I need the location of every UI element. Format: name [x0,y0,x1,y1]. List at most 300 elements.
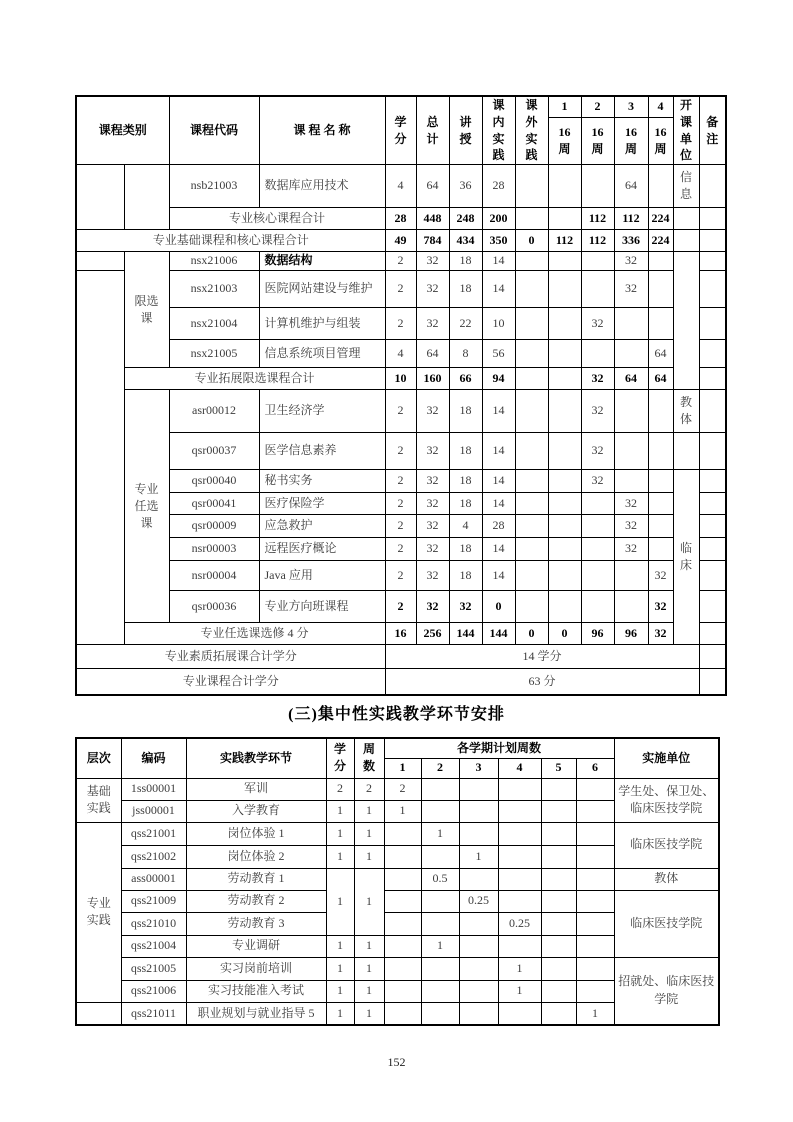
out-of-class-practice-hours-cell [515,561,548,591]
practice-activity-cell: 实习技能准入考试 [186,980,326,1002]
semester-4-cell [648,165,673,208]
remarks-cell [699,340,726,368]
semester-4-cell [648,538,673,561]
out-of-class-practice-hours-header: 课外实践 [515,96,548,165]
course-plan-table [75,95,727,696]
semester-5-cell [541,980,576,1002]
course-name-cell: 秘书实务 [259,470,385,493]
credits-cell: 1 [326,800,354,822]
credits-cell: 2 [385,515,416,538]
semester-1-cell [548,165,581,208]
category-sub-cell: 专业任选课 [124,390,169,623]
out-of-class-practice-hours-cell [515,368,548,390]
semester-1-cell [548,252,581,271]
semester-3-cell: 1 [459,845,498,868]
remarks-cell [699,561,726,591]
out-of-class-practice-hours-cell [515,208,548,230]
credits-cell: 10 [385,368,416,390]
weeks-cell: 1 [354,957,384,980]
category-sub-cell: 专业任选课选修 4 分 [124,623,385,645]
practice-activity-cell: 岗位体验 1 [186,822,326,845]
semester-5-cell [541,912,576,935]
credits-cell: 1 [326,868,354,935]
total-hours-cell: 32 [416,271,449,308]
remarks-cell [699,515,726,538]
semester-5-cell [541,868,576,890]
credits-cell: 2 [385,271,416,308]
in-class-practice-hours-cell: 94 [482,368,515,390]
credits-cell: 1 [326,957,354,980]
lecture-hours-cell: 18 [449,252,482,271]
total-hours-cell: 256 [416,623,449,645]
offering-unit-cell: 信息 [673,165,699,208]
semester-plan-weeks-header: 各学期计划周数 [384,738,614,758]
semester-4-cell: 0.25 [498,912,541,935]
semester-5-cell [541,890,576,912]
out-of-class-practice-hours-cell [515,493,548,515]
out-of-class-practice-hours-cell [515,390,548,433]
semester-4-header: 4 [498,758,541,778]
semester-1-cell [384,845,421,868]
semester-2-cell: 1 [421,822,459,845]
course-code-cell: qsr00037 [169,433,259,470]
in-class-practice-hours-cell: 0 [482,591,515,623]
semester-2-cell: 112 [581,208,614,230]
category-cell [76,271,124,645]
semester-1-cell [548,470,581,493]
category-sub-cell [124,165,169,230]
total-hours-cell: 448 [416,208,449,230]
semester-4-cell: 32 [648,623,673,645]
weeks-cell: 1 [354,935,384,957]
remarks-cell [699,368,726,390]
semester-3-cell [614,340,648,368]
semester-4-cell [498,800,541,822]
category-cell: 专业素质拓展课合计学分 [76,645,385,669]
credits-cell: 28 [385,208,416,230]
out-of-class-practice-hours-cell: 0 [515,623,548,645]
total-hours-cell: 784 [416,230,449,252]
implementing-unit-cell: 临床医技学院 [614,890,719,957]
semester-4-cell [498,868,541,890]
semester-6-cell [576,822,614,845]
semester-2-cell: 96 [581,623,614,645]
level-cell: 专业实践 [76,822,121,1002]
level-header: 层次 [76,738,121,778]
category-sub-cell: 专业拓展限选课程合计 [124,368,385,390]
credits-cell: 49 [385,230,416,252]
semester-2-cell [421,800,459,822]
course-code-cell: qsr00040 [169,470,259,493]
category-cell [76,252,124,271]
credits-cell: 1 [326,1002,354,1025]
code-cell: qss21011 [121,1002,186,1025]
practice-activity-cell: 岗位体验 2 [186,845,326,868]
weeks-cell: 1 [354,800,384,822]
in-class-practice-hours-cell: 200 [482,208,515,230]
semester-5-cell [541,822,576,845]
total-hours-cell: 32 [416,433,449,470]
total-hours-cell: 64 [416,165,449,208]
total-hours-cell: 64 [416,340,449,368]
credits-cell: 1 [326,935,354,957]
offering-unit-cell [673,433,699,470]
semester-2-cell [581,515,614,538]
semester-1-cell [384,912,421,935]
course-name-cell: 数据结构 [259,252,385,271]
lecture-hours-header: 讲授 [449,96,482,165]
semester-2-cell [421,912,459,935]
total-hours-cell: 32 [416,561,449,591]
semester-1-cell [384,1002,421,1025]
course-code-cell: qsr00009 [169,515,259,538]
semester-4-cell [648,390,673,433]
out-of-class-practice-hours-cell [515,340,548,368]
practice-activity-cell: 劳动教育 3 [186,912,326,935]
course-code-header: 课程代码 [169,96,259,165]
semester-1-cell [384,822,421,845]
in-class-practice-hours-cell: 28 [482,165,515,208]
lecture-hours-cell: 18 [449,470,482,493]
section-title: (三)集中性实践教学环节安排 [288,706,505,723]
semester-3-cell [614,390,648,433]
in-class-practice-hours-cell: 14 [482,271,515,308]
code-cell: qss21004 [121,935,186,957]
out-of-class-practice-hours-cell [515,252,548,271]
semester-3-header: 16周 [614,117,648,165]
semester-2-cell [581,538,614,561]
category-sub-cell: 限选课 [124,252,169,368]
credits-header: 学分 [326,738,354,778]
practice-activity-cell: 职业规划与就业指导 5 [186,1002,326,1025]
total-hours-cell: 32 [416,538,449,561]
remarks-cell [699,493,726,515]
course-name-cell: 专业方向班课程 [259,591,385,623]
code-cell: qss21010 [121,912,186,935]
in-class-practice-hours-cell: 14 [482,390,515,433]
semester-3-cell: 32 [614,493,648,515]
remarks-cell [699,390,726,433]
semester-2-cell: 0.5 [421,868,459,890]
course-name-cell: 医疗保险学 [259,493,385,515]
credits-cell: 4 [385,165,416,208]
semester-2-cell: 32 [581,390,614,433]
in-class-practice-hours-cell: 350 [482,230,515,252]
code-cell: 1ss00001 [121,778,186,800]
credits-cell: 2 [326,778,354,800]
semester-2-cell [421,980,459,1002]
semester-1-cell [548,538,581,561]
remarks-cell [699,208,726,230]
semester-2-cell [581,340,614,368]
credits-cell: 1 [326,845,354,868]
lecture-hours-cell: 22 [449,308,482,340]
course-name-cell: 计算机维护与组装 [259,308,385,340]
code-cell: qss21006 [121,980,186,1002]
credits-cell: 2 [385,470,416,493]
course-code-cell: nsx21006 [169,252,259,271]
remarks-cell [699,271,726,308]
semester-5-header: 5 [541,758,576,778]
credits-cell: 4 [385,340,416,368]
credits-cell: 2 [385,561,416,591]
lecture-hours-cell: 32 [449,591,482,623]
course-code-cell: qsr00041 [169,493,259,515]
semester-1-cell [384,935,421,957]
level-cell: 基础实践 [76,778,121,822]
semester-1-cell [548,433,581,470]
in-class-practice-hours-cell: 14 [482,470,515,493]
semester-3-cell [614,561,648,591]
lecture-hours-cell: 36 [449,165,482,208]
credits-cell: 2 [385,493,416,515]
semester-5-cell [541,845,576,868]
semester-2-cell [581,591,614,623]
semester-4-cell: 1 [498,980,541,1002]
semester-3-cell [614,591,648,623]
category-cell [76,165,124,230]
semester-3-cell: 96 [614,623,648,645]
semester-3-cell [459,1002,498,1025]
semester-2-cell: 32 [581,368,614,390]
semester-4-cell: 224 [648,208,673,230]
credits-cell: 2 [385,252,416,271]
in-class-practice-hours-cell: 14 [482,493,515,515]
semester-1-cell: 0 [548,623,581,645]
out-of-class-practice-hours-cell [515,433,548,470]
semester-4-cell [498,822,541,845]
weeks-cell: 1 [354,822,384,845]
out-of-class-practice-hours-cell [515,308,548,340]
semester-4-cell [498,845,541,868]
lecture-hours-cell: 144 [449,623,482,645]
semester-4-cell: 32 [648,591,673,623]
semester-2-cell [581,271,614,308]
weeks-cell: 1 [354,868,384,935]
lecture-hours-cell: 18 [449,493,482,515]
semester-5-cell [541,935,576,957]
remarks-cell [699,645,726,669]
code-cell: qss21009 [121,890,186,912]
semester-3-header: 3 [459,758,498,778]
offering-unit-cell [673,230,699,252]
total-hours-cell: 32 [416,591,449,623]
semester-4-cell [498,890,541,912]
course-code-cell: nsx21005 [169,340,259,368]
credits-header: 学分 [385,96,416,165]
credits-cell: 2 [385,390,416,433]
in-class-practice-hours-cell: 14 [482,561,515,591]
semester-3-cell: 112 [614,208,648,230]
semester-1-cell [548,390,581,433]
total-hours-header: 总计 [416,96,449,165]
semester-1-cell [548,515,581,538]
semester-2-header: 2 [421,758,459,778]
in-class-practice-hours-cell: 56 [482,340,515,368]
semester-2-cell [581,165,614,208]
in-class-practice-hours-cell: 14 [482,433,515,470]
code-cell: qss21002 [121,845,186,868]
semester-4-header: 4 [648,96,673,117]
semester-3-cell: 32 [614,252,648,271]
course-name-cell: 应急救护 [259,515,385,538]
course-name-header: 课 程 名 称 [259,96,385,165]
semester-1-cell [384,890,421,912]
course-code-cell: nsx21004 [169,308,259,340]
semester-1-cell [548,591,581,623]
course-name-cell: 卫生经济学 [259,390,385,433]
credits-cell: 1 [326,822,354,845]
semester-6-header: 6 [576,758,614,778]
weeks-cell: 1 [354,1002,384,1025]
course-code-cell: nsr00003 [169,538,259,561]
semester-6-cell [576,935,614,957]
semester-1-cell [548,561,581,591]
semester-6-cell [576,957,614,980]
semester-4-cell [498,778,541,800]
semester-3-cell [459,912,498,935]
practice-activity-cell: 军训 [186,778,326,800]
out-of-class-practice-hours-cell: 0 [515,230,548,252]
course-code-cell: 专业核心课程合计 [169,208,385,230]
in-class-practice-hours-cell: 144 [482,623,515,645]
semester-4-cell [648,308,673,340]
semester-4-header: 16周 [648,117,673,165]
semester-6-cell [576,912,614,935]
semester-2-cell: 32 [581,433,614,470]
total-hours-cell: 160 [416,368,449,390]
semester-1-cell [548,368,581,390]
implementing-unit-header: 实施单位 [614,738,719,778]
code-cell: qss21005 [121,957,186,980]
credits-cell: 2 [385,433,416,470]
lecture-hours-cell: 18 [449,561,482,591]
remarks-cell [699,308,726,340]
offering-unit-cell: 教体 [673,390,699,433]
remarks-cell [699,470,726,493]
course-name-cell: 数据库应用技术 [259,165,385,208]
semester-3-cell [614,308,648,340]
semester-1-header: 1 [548,96,581,117]
semester-2-cell [581,252,614,271]
semester-2-cell [421,845,459,868]
implementing-unit-cell: 教体 [614,868,719,890]
semester-4-cell [648,515,673,538]
remarks-cell [699,669,726,695]
semester-1-cell [548,208,581,230]
semester-4-cell: 32 [648,561,673,591]
semester-5-cell [541,778,576,800]
semester-4-cell [648,470,673,493]
in-class-practice-hours-header: 课内实践 [482,96,515,165]
semester-3-cell [614,433,648,470]
total-hours-cell: 32 [416,390,449,433]
offering-unit-header: 开课单位 [673,96,699,165]
semester-6-cell [576,868,614,890]
semester-3-cell [459,822,498,845]
semester-2-cell: 112 [581,230,614,252]
semester-2-cell [421,778,459,800]
practice-activity-cell: 劳动教育 2 [186,890,326,912]
credits-cell: 14 学分 [385,645,699,669]
credits-cell: 2 [385,308,416,340]
semester-1-cell [384,980,421,1002]
semester-3-cell [459,800,498,822]
semester-6-cell [576,778,614,800]
out-of-class-practice-hours-cell [515,591,548,623]
semester-4-cell: 224 [648,230,673,252]
code-cell: qss21001 [121,822,186,845]
practice-schedule-table [75,737,720,1026]
practice-activity-cell: 入学教育 [186,800,326,822]
course-code-cell: asr00012 [169,390,259,433]
remarks-header: 备注 [699,96,726,165]
credits-cell: 2 [385,591,416,623]
semester-2-cell [421,957,459,980]
semester-3-cell: 32 [614,538,648,561]
total-hours-cell: 32 [416,308,449,340]
semester-3-cell [459,980,498,1002]
semester-3-cell: 32 [614,271,648,308]
semester-1-cell: 112 [548,230,581,252]
semester-2-header: 16周 [581,117,614,165]
semester-1-header: 16周 [548,117,581,165]
in-class-practice-hours-cell: 10 [482,308,515,340]
out-of-class-practice-hours-cell [515,515,548,538]
semester-1-cell [548,308,581,340]
semester-2-cell: 32 [581,308,614,340]
in-class-practice-hours-cell: 14 [482,252,515,271]
semester-4-cell: 64 [648,340,673,368]
level-cell [76,1002,121,1025]
category-cell: 专业课程合计学分 [76,669,385,695]
semester-1-cell [384,868,421,890]
lecture-hours-cell: 18 [449,390,482,433]
remarks-cell [699,623,726,645]
semester-1-cell [384,957,421,980]
offering-unit-cell [673,208,699,230]
semester-3-header: 3 [614,96,648,117]
semester-1-cell: 1 [384,800,421,822]
semester-4-cell: 64 [648,368,673,390]
total-hours-cell: 32 [416,493,449,515]
category-cell: 专业基础课程和核心课程合计 [76,230,385,252]
semester-6-cell [576,800,614,822]
semester-2-cell [581,561,614,591]
lecture-hours-cell: 18 [449,433,482,470]
lecture-hours-cell: 248 [449,208,482,230]
code-header: 编码 [121,738,186,778]
semester-6-cell [576,980,614,1002]
semester-2-cell: 1 [421,935,459,957]
semester-4-cell [648,271,673,308]
weeks-cell: 1 [354,980,384,1002]
semester-3-cell: 64 [614,165,648,208]
weeks-cell: 2 [354,778,384,800]
implementing-unit-cell: 临床医技学院 [614,822,719,868]
semester-3-cell [459,957,498,980]
semester-2-cell [421,1002,459,1025]
implementing-unit-cell: 招就处、临床医技学院 [614,957,719,1025]
total-hours-cell: 32 [416,470,449,493]
out-of-class-practice-hours-cell [515,165,548,208]
semester-2-cell: 32 [581,470,614,493]
implementing-unit-cell: 学生处、保卫处、临床医技学院 [614,778,719,822]
practice-activity-cell: 实习岗前培训 [186,957,326,980]
semester-2-header: 2 [581,96,614,117]
semester-5-cell [541,957,576,980]
lecture-hours-cell: 4 [449,515,482,538]
